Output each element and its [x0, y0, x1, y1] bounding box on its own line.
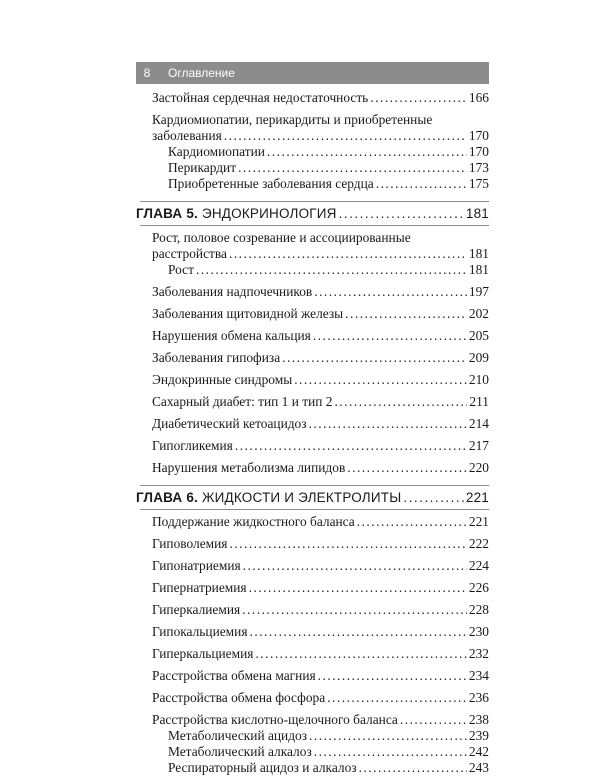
toc-entry-label: Расстройства обмена фосфора [152, 690, 326, 705]
dot-leader [255, 646, 466, 662]
toc-entry-page: 243 [468, 760, 489, 775]
toc-entry-page: 239 [468, 728, 489, 743]
toc-entry-page: 224 [468, 558, 489, 573]
toc-entry[interactable] [136, 668, 489, 684]
toc-entry[interactable] [136, 416, 489, 432]
toc-entry[interactable] [136, 284, 489, 300]
toc-entry-page: 181 [468, 262, 489, 277]
toc-entry[interactable] [136, 438, 489, 454]
toc-entry[interactable] [136, 558, 489, 574]
toc-entry-label: Нарушения метаболизма липидов [152, 460, 346, 475]
toc-entry-label: Респираторный ацидоз и алкалоз [168, 760, 357, 775]
header-page-number: 8 [143, 66, 151, 80]
toc-entry-label: Рост [168, 262, 194, 277]
dot-leader [235, 438, 467, 454]
toc-chapter-6-entries [136, 514, 489, 776]
toc-entry-label: Метаболический ацидоз [168, 728, 308, 743]
toc-entry-page: 202 [468, 306, 489, 321]
toc-entry-page: 214 [468, 416, 489, 431]
dot-leader [314, 744, 467, 760]
toc-entry-label: расстройства [152, 246, 227, 261]
dot-leader [370, 90, 467, 106]
toc-subentry[interactable] [136, 760, 489, 776]
toc-entry-label: Гипернатриемия [152, 580, 247, 595]
toc-entry[interactable] [136, 690, 489, 706]
toc-entry-label: Заболевания щитовидной железы [152, 306, 344, 321]
toc-entry[interactable] [136, 536, 489, 552]
toc-entry-label: Расстройства кислотно-щелочного баланса [152, 712, 398, 727]
dot-leader [376, 176, 467, 192]
dot-leader [357, 514, 467, 530]
toc-entry-page: 230 [468, 624, 489, 639]
dot-leader [294, 372, 467, 388]
dot-leader [400, 712, 467, 728]
toc-subentry[interactable] [136, 262, 489, 278]
toc-chapter-6[interactable] [136, 489, 489, 507]
table-of-contents [136, 90, 489, 776]
toc-subentry[interactable] [136, 144, 489, 160]
dot-leader [282, 350, 467, 366]
toc-entry-page: 173 [468, 160, 489, 175]
dot-leader [313, 328, 467, 344]
toc-entry[interactable] [136, 306, 489, 322]
toc-entry-label: Гиповолемия [152, 536, 228, 551]
dot-leader [238, 160, 467, 176]
toc-entry-page: 236 [468, 690, 489, 705]
toc-entry[interactable] [136, 328, 489, 344]
dot-leader [318, 668, 467, 684]
dot-leader [309, 728, 467, 744]
toc-entry[interactable] [136, 460, 489, 476]
dot-leader [339, 205, 464, 223]
toc-subentry[interactable] [136, 728, 489, 744]
toc-entry-label: Гипогликемия [152, 438, 233, 453]
toc-entry[interactable] [136, 350, 489, 366]
toc-entry-label: Приобретенные заболевания сердца [168, 176, 374, 191]
toc-entry-page: 170 [468, 128, 489, 143]
toc-entry-label: Метаболический алкалоз [168, 744, 312, 759]
toc-entry-label: Гипонатриемия [152, 558, 241, 573]
toc-entry-label: Диабетический кетоацидоз [152, 416, 307, 431]
toc-entry-label: Кардиомиопатии [168, 144, 265, 159]
toc-entry-page: 221 [468, 514, 489, 529]
dot-leader [347, 460, 467, 476]
toc-entry-label: Перикардит [168, 160, 237, 175]
toc-entry[interactable] [136, 112, 489, 144]
toc-entry-label: Поддержание жидкостного баланса [152, 514, 355, 529]
dot-leader [403, 489, 464, 507]
chapter-title: ЖИДКОСТИ И ЭЛЕКТРОЛИТЫ [201, 490, 402, 505]
toc-entry-page: 197 [468, 284, 489, 299]
toc-entry-page: 170 [468, 144, 489, 159]
toc-entry-page: 211 [469, 394, 489, 409]
toc-entry-label: Эндокринные синдромы [152, 372, 293, 387]
toc-chapter-5-entries [136, 230, 489, 476]
toc-entry[interactable] [136, 624, 489, 640]
toc-entry[interactable] [136, 394, 489, 410]
toc-subentry[interactable] [136, 176, 489, 192]
dot-leader [229, 536, 466, 552]
toc-entry-label: Гипокальциемия [152, 624, 248, 639]
toc-entry-label: Гиперкальциемия [152, 646, 254, 661]
toc-chapter-5[interactable] [136, 205, 489, 223]
toc-entry-page: 166 [468, 90, 489, 105]
chapter-number: ГЛАВА 6. [136, 490, 198, 505]
toc-entry-line1: Рост, половое созревание и ассоциированные [152, 230, 411, 245]
toc-entry-page: 205 [468, 328, 489, 343]
toc-entry-page: 238 [468, 712, 489, 727]
toc-entry[interactable] [136, 372, 489, 388]
dot-leader [250, 624, 467, 640]
toc-entry-line1: Кардиомиопатии, перикардиты и приобретенные [152, 112, 433, 127]
dot-leader [314, 284, 467, 300]
toc-subentry[interactable] [136, 160, 489, 176]
dot-leader [196, 262, 467, 278]
dot-leader [229, 246, 467, 262]
toc-entry[interactable] [136, 712, 489, 728]
toc-entry-label: заболевания [152, 128, 222, 143]
toc-entry-page: 226 [468, 580, 489, 595]
toc-entry-label: Заболевания надпочечников [152, 284, 313, 299]
toc-entry[interactable] [136, 602, 489, 618]
dot-leader [359, 760, 467, 776]
dot-leader [249, 580, 467, 596]
toc-entry-page: 222 [468, 536, 489, 551]
dot-leader [309, 416, 467, 432]
toc-entry-page: 175 [468, 176, 489, 191]
toc-entry-label: Сахарный диабет: тип 1 и тип 2 [152, 394, 333, 409]
toc-entry[interactable] [136, 646, 489, 662]
chapter-page: 181 [465, 206, 489, 221]
toc-entry[interactable] [136, 514, 489, 530]
toc-subentry[interactable] [136, 744, 489, 760]
toc-entry[interactable] [136, 580, 489, 596]
dot-leader [345, 306, 467, 322]
toc-entry-page: 234 [468, 668, 489, 683]
header-title: Оглавление [168, 66, 235, 80]
dot-leader [224, 128, 467, 144]
toc-entry[interactable] [136, 90, 489, 106]
toc-section-cardiology [136, 90, 489, 192]
toc-entry-label: Расстройства обмена магния [152, 668, 316, 683]
toc-entry-page: 220 [468, 460, 489, 475]
dot-leader [334, 394, 467, 410]
dot-leader [267, 144, 467, 160]
dot-leader [242, 602, 467, 618]
toc-entry-label: Застойная сердечная недостаточность [152, 90, 369, 105]
chapter-number: ГЛАВА 5. [136, 206, 198, 221]
toc-entry-page: 217 [468, 438, 489, 453]
toc-entry-page: 210 [468, 372, 489, 387]
toc-entry-label: Гиперкалиемия [152, 602, 241, 617]
toc-entry-label: Заболевания гипофиза [152, 350, 281, 365]
running-header [136, 62, 489, 84]
toc-entry-page: 181 [468, 246, 489, 261]
toc-entry-page: 242 [468, 744, 489, 759]
dot-leader [243, 558, 467, 574]
toc-entry-label: Нарушения обмена кальция [152, 328, 311, 343]
dot-leader [327, 690, 467, 706]
toc-entry[interactable] [136, 230, 489, 262]
toc-entry-page: 228 [468, 602, 489, 617]
toc-entry-page: 209 [468, 350, 489, 365]
chapter-page: 221 [465, 490, 489, 505]
toc-entry-page: 232 [468, 646, 489, 661]
chapter-title: ЭНДОКРИНОЛОГИЯ [201, 206, 337, 221]
